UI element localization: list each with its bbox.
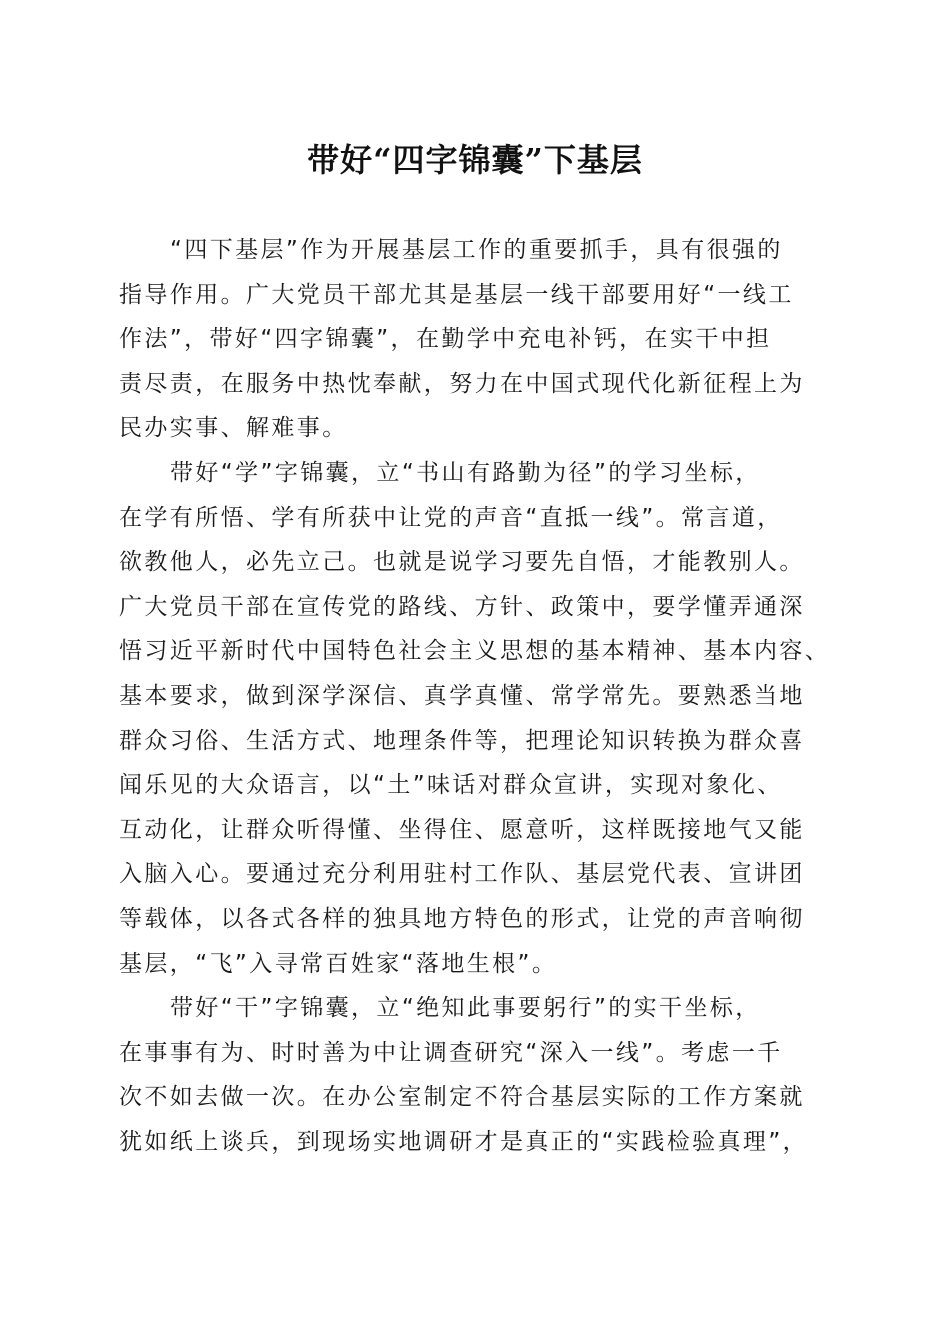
document-title: 带好“四字锦囊”下基层: [307, 141, 643, 179]
text-line: 带好“干”字锦囊，立“绝知此事要躬行”的实干坐标，: [170, 995, 761, 1022]
text-line: 群众习俗、生活方式、地理条件等，把理论知识转换为群众喜: [119, 727, 805, 754]
text-line: 指导作用。广大党员干部尤其是基层一线干部要用好“一线工: [119, 281, 794, 308]
text-line: 广大党员干部在宣传党的路线、方针、政策中，要学懂弄通深: [119, 593, 805, 620]
text-line: 悟习近平新时代中国特色社会主义思想的基本精神、基本内容、: [119, 638, 831, 665]
text-line: 在学有所悟、学有所获中让党的声音“直抵一线”。常言道，: [119, 504, 783, 531]
text-line: 互动化，让群众听得懂、坐得住、愿意听，这样既接地气又能: [119, 816, 805, 843]
text-line: “四下基层”作为开展基层工作的重要抓手，具有很强的: [170, 237, 783, 263]
text-line: 作法”，带好“四字锦囊”，在勤学中充电补钙，在实干中担: [119, 326, 772, 353]
document-body: [119, 228, 829, 1164]
text-line: 欲教他人，必先立己。也就是说学习要先自悟，才能教别人。: [119, 549, 805, 576]
text-line: 基本要求，做到深学深信、真学真懂、常学常先。要熟悉当地: [119, 682, 805, 709]
text-line: 民办实事、解难事。: [119, 415, 348, 442]
paragraph-3: [119, 986, 829, 1164]
text-line: 责尽责，在服务中热忱奉献，努力在中国式现代化新征程上为: [119, 370, 805, 397]
text-line: 犹如纸上谈兵，到现场实地调研才是真正的“实践检验真理”，: [119, 1128, 809, 1155]
text-line: 基层，“飞”入寻常百姓家“落地生根”。: [119, 950, 558, 977]
text-line: 带好“学”字锦囊，立“书山有路勤为径”的学习坐标，: [170, 459, 761, 486]
text-line: 等载体，以各式各样的独具地方特色的形式，让党的声音响彻: [119, 905, 805, 932]
text-line: 次不如去做一次。在办公室制定不符合基层实际的工作方案就: [119, 1084, 805, 1111]
text-line: 闻乐见的大众语言，以“土”味话对群众宣讲，实现对象化、: [119, 772, 783, 799]
paragraph-2: [119, 451, 829, 986]
text-line: 入脑入心。要通过充分利用驻村工作队、基层党代表、宣讲团: [119, 861, 805, 888]
text-line: 在事事有为、时时善为中让调查研究“深入一线”。考虑一千: [119, 1039, 783, 1066]
paragraph-1: [119, 228, 829, 451]
